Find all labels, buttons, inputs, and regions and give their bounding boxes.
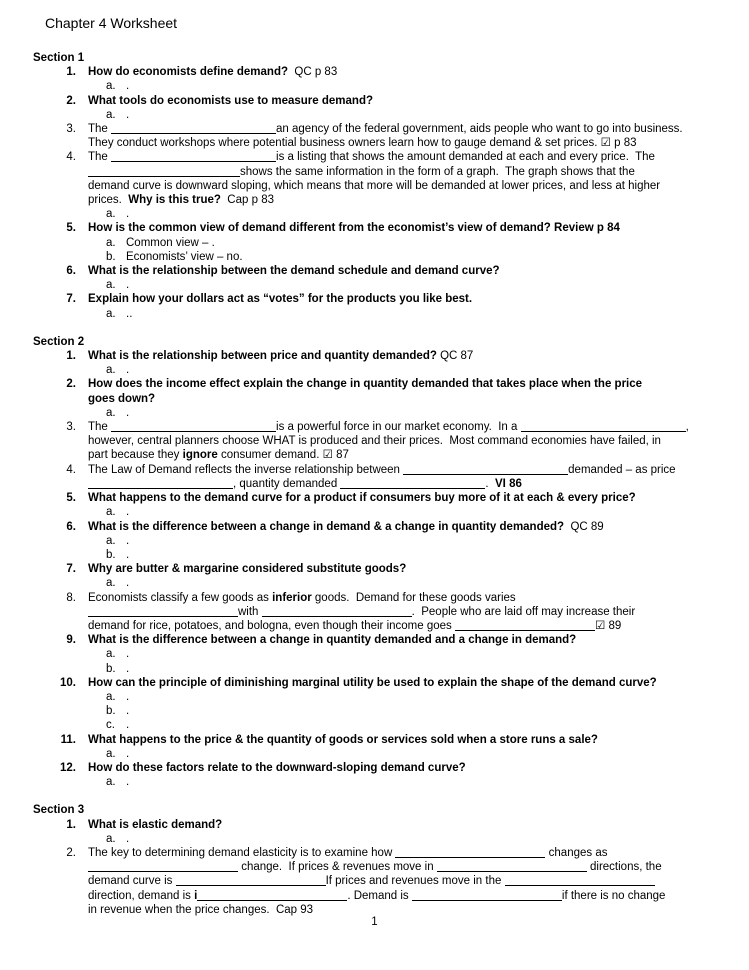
section bbox=[0, 803, 749, 917]
text-segment: an agency of the federal government, aids people who want to go into business. bbox=[276, 123, 683, 136]
subitem bbox=[0, 236, 749, 250]
subitem bbox=[0, 832, 749, 846]
text-segment: with bbox=[238, 605, 262, 618]
text-segment: What tools do economists use to measure demand? bbox=[88, 94, 373, 107]
subitem-text: . bbox=[126, 832, 130, 845]
text-segment: QC 87 bbox=[436, 350, 474, 363]
subitem bbox=[0, 307, 749, 321]
subitem-text: . bbox=[126, 577, 130, 590]
section-heading: Section 1 bbox=[33, 52, 85, 64]
question-item bbox=[0, 292, 749, 306]
subitem-text: . bbox=[126, 80, 130, 93]
subitem-text: . bbox=[126, 705, 130, 718]
question-number: 10. bbox=[60, 676, 76, 689]
question-number: 12. bbox=[60, 761, 76, 774]
blank-line bbox=[176, 875, 326, 886]
text-segment: is a powerful force in our market economy. In a bbox=[276, 421, 521, 434]
subitem bbox=[0, 207, 749, 221]
section bbox=[0, 335, 749, 790]
subitem-label: b. bbox=[106, 548, 116, 561]
text-segment: What happens to the price & the quantity of goods or services sold when a store runs a sale? bbox=[88, 733, 598, 746]
text-segment: Economists classify a few goods as bbox=[88, 591, 273, 604]
text-segment: They conduct workshops where potential business owners learn how to gauge demand & set prices. ☑ p 83 bbox=[88, 137, 637, 150]
subitem-text: . bbox=[126, 548, 130, 561]
question-text bbox=[88, 150, 705, 207]
subitem-text: . bbox=[126, 776, 130, 789]
question-text bbox=[88, 463, 705, 491]
text-segment: How do these factors relate to the downward-sloping demand curve? bbox=[88, 761, 466, 774]
question-item bbox=[0, 676, 749, 690]
section-heading: Section 3 bbox=[33, 804, 85, 817]
question-number: 5. bbox=[66, 492, 76, 505]
text-segment: What is elastic demand? bbox=[88, 818, 223, 831]
subitem-text: . bbox=[126, 690, 130, 703]
text-segment: if there is no change bbox=[561, 889, 666, 902]
question-number: 1. bbox=[66, 350, 76, 363]
question-item bbox=[0, 122, 749, 150]
question-text bbox=[88, 292, 705, 306]
page-number: 1 bbox=[371, 916, 378, 928]
text-segment: Cap p 83 bbox=[220, 194, 274, 207]
subitem-label: a. bbox=[106, 747, 116, 760]
text-segment: How can the principle of diminishing marginal utility be used to explain the shape of the demand curve? bbox=[88, 676, 657, 689]
text-segment: ☑ 89 bbox=[594, 619, 622, 632]
subitem-text: .. bbox=[126, 307, 133, 320]
text-segment: The bbox=[88, 123, 112, 136]
subitem-text: . bbox=[126, 662, 130, 675]
question-number: 2. bbox=[66, 378, 76, 391]
subitem-label: a. bbox=[106, 364, 116, 377]
text-segment: goes down? bbox=[88, 392, 156, 405]
question-item bbox=[0, 733, 749, 747]
question-number: 11. bbox=[60, 733, 76, 746]
question-number: 8. bbox=[66, 591, 76, 604]
subitem-label: b. bbox=[106, 662, 116, 675]
question-number: 2. bbox=[66, 846, 76, 859]
text-segment: directions, the bbox=[586, 861, 662, 874]
question-text bbox=[88, 846, 705, 917]
subitem-text: . bbox=[126, 534, 130, 547]
question-text bbox=[88, 733, 705, 747]
question-item bbox=[0, 846, 749, 917]
text-segment: ignore bbox=[182, 449, 218, 462]
text-segment: i bbox=[194, 889, 198, 902]
question-number: 3. bbox=[66, 421, 76, 434]
text-segment: The bbox=[88, 421, 112, 434]
text-segment: QC p 83 bbox=[288, 66, 338, 79]
question-text bbox=[88, 562, 705, 576]
question-number: 6. bbox=[66, 265, 76, 278]
question-text bbox=[88, 633, 705, 647]
subitem bbox=[0, 534, 749, 548]
subitem-label: a. bbox=[106, 648, 116, 661]
blank-line bbox=[455, 620, 595, 631]
text-segment: demanded – as price bbox=[568, 463, 676, 476]
subitem bbox=[0, 363, 749, 377]
question-text bbox=[88, 122, 705, 150]
blank-line bbox=[521, 421, 686, 432]
text-segment: What happens to the demand curve for a product if consumers buy more of it at each & every price? bbox=[88, 492, 636, 505]
question-text bbox=[88, 264, 705, 278]
subitem-label: b. bbox=[106, 250, 116, 263]
question-text bbox=[88, 491, 705, 505]
text-segment: change. If prices & revenues move in bbox=[238, 861, 437, 874]
question-text bbox=[88, 761, 705, 775]
question-number: 4. bbox=[66, 151, 76, 164]
question-number: 3. bbox=[66, 123, 76, 136]
text-segment: The Law of Demand reflects the inverse relationship between bbox=[88, 463, 404, 476]
subitem-label: a. bbox=[106, 776, 116, 789]
question-number: 7. bbox=[66, 293, 76, 306]
text-segment: consumer demand. ☑ 87 bbox=[217, 449, 349, 462]
text-segment: . bbox=[485, 477, 496, 490]
blank-line bbox=[437, 861, 587, 872]
blank-line bbox=[111, 421, 276, 432]
text-segment: How is the common view of demand different from the economist’s view of demand? Review p 84 bbox=[88, 222, 620, 235]
text-segment: part because they bbox=[88, 449, 183, 462]
blank-line bbox=[262, 606, 412, 617]
subitem-text: . bbox=[126, 364, 130, 377]
question-text bbox=[88, 520, 705, 534]
question-number: 4. bbox=[66, 463, 76, 476]
subitem-label: a. bbox=[106, 690, 116, 703]
section bbox=[0, 51, 749, 321]
question-text bbox=[88, 65, 705, 79]
subitem bbox=[0, 662, 749, 676]
text-segment: What is the relationship between the demand schedule and demand curve? bbox=[88, 265, 500, 278]
text-segment: changes as bbox=[545, 846, 608, 859]
section-heading: Section 2 bbox=[33, 335, 85, 348]
subitem-label: a. bbox=[106, 80, 116, 93]
question-number: 2. bbox=[66, 94, 76, 107]
text-segment: VI 86 bbox=[495, 477, 522, 490]
subitem bbox=[0, 647, 749, 661]
text-segment: goods. Demand for these goods varies bbox=[311, 591, 516, 604]
blank-line bbox=[340, 478, 485, 489]
text-segment: , quantity demanded bbox=[233, 477, 341, 490]
blank-line bbox=[395, 847, 545, 858]
subitem-text: Economists’ view – no. bbox=[126, 250, 243, 263]
subitem-text: . bbox=[126, 208, 130, 221]
question-number: 1. bbox=[66, 818, 76, 831]
blank-line bbox=[88, 478, 233, 489]
subitem bbox=[0, 406, 749, 420]
text-segment: however, central planners choose WHAT is produced and their prices. Most command economies have failed, in bbox=[88, 435, 661, 448]
question-item bbox=[0, 420, 749, 463]
question-item bbox=[0, 491, 749, 505]
question-item bbox=[0, 377, 749, 405]
blank-line bbox=[111, 151, 276, 162]
text-segment: QC 89 bbox=[564, 520, 604, 533]
blank-line bbox=[412, 890, 562, 901]
text-segment: How does the income effect explain the change in quantity demanded that takes place when the price bbox=[88, 378, 643, 391]
question-text bbox=[88, 818, 705, 832]
subitem-text: . bbox=[126, 719, 130, 732]
subitem bbox=[0, 278, 749, 292]
subitem-text: Common view – . bbox=[126, 236, 215, 249]
question-number: 5. bbox=[66, 222, 76, 235]
question-text bbox=[88, 94, 705, 108]
subitem-label: a. bbox=[106, 236, 116, 249]
subitem-label: b. bbox=[106, 705, 116, 718]
text-segment: Why are butter & margarine considered substitute goods? bbox=[88, 563, 407, 576]
text-segment: demand curve is bbox=[88, 875, 176, 888]
blank-line bbox=[403, 464, 568, 475]
question-item bbox=[0, 520, 749, 534]
subitem bbox=[0, 747, 749, 761]
blank-line bbox=[111, 123, 276, 134]
text-segment: , bbox=[685, 421, 689, 434]
blank-line bbox=[88, 166, 240, 177]
text-segment: . Demand is bbox=[347, 889, 412, 902]
text-segment: Explain how your dollars act as “votes” for the products you like best. bbox=[88, 293, 473, 306]
text-segment: in revenue when the price changes. Cap 93 bbox=[88, 903, 314, 916]
question-text bbox=[88, 676, 705, 690]
page-title: Chapter 4 Worksheet bbox=[45, 15, 178, 31]
question-text bbox=[88, 221, 705, 235]
text-segment: If prices and revenues move in the bbox=[325, 875, 505, 888]
question-item bbox=[0, 562, 749, 576]
text-segment: The bbox=[88, 151, 112, 164]
subitem-label: a. bbox=[106, 832, 116, 845]
blank-line bbox=[88, 861, 238, 872]
text-segment: prices. bbox=[88, 194, 129, 207]
subitem bbox=[0, 775, 749, 789]
text-segment: How do economists define demand? bbox=[88, 66, 288, 79]
subitem bbox=[0, 704, 749, 718]
subitem bbox=[0, 576, 749, 590]
subitem bbox=[0, 505, 749, 519]
question-item bbox=[0, 633, 749, 647]
subitem bbox=[0, 79, 749, 93]
subitem-label: c. bbox=[106, 719, 115, 732]
subitem-text: . bbox=[126, 747, 130, 760]
subitem-label: a. bbox=[106, 279, 116, 292]
question-text bbox=[88, 591, 705, 634]
subitem-text: . bbox=[126, 648, 130, 661]
question-item bbox=[0, 264, 749, 278]
question-number: 7. bbox=[66, 563, 76, 576]
subitem bbox=[0, 718, 749, 732]
subitem-label: a. bbox=[106, 406, 116, 419]
text-segment: direction, demand is bbox=[88, 889, 195, 902]
subitem-label: a. bbox=[106, 534, 116, 547]
sections bbox=[0, 51, 749, 917]
text-segment: Why is this true? bbox=[128, 194, 221, 207]
text-segment: is a listing that shows the amount demanded at each and every price. The bbox=[276, 151, 655, 164]
text-segment: shows the same information in the form of a graph. The graph shows that the bbox=[240, 165, 635, 178]
subitem-label: a. bbox=[106, 577, 116, 590]
question-text bbox=[88, 349, 705, 363]
subitem bbox=[0, 250, 749, 264]
blank-line bbox=[197, 890, 347, 901]
subitem-text: . bbox=[126, 108, 130, 121]
text-segment: . People who are laid off may increase their bbox=[411, 605, 636, 618]
subitem bbox=[0, 108, 749, 122]
question-text bbox=[88, 377, 705, 405]
subitem-label: a. bbox=[106, 108, 116, 121]
question-item bbox=[0, 221, 749, 235]
text-segment: What is the difference between a change in demand & a change in quantity demanded? bbox=[88, 520, 565, 533]
text-segment: demand for rice, potatoes, and bologna, even though their income goes bbox=[88, 619, 455, 632]
subitem bbox=[0, 690, 749, 704]
subitem-label: a. bbox=[106, 208, 116, 221]
subitem-text: . bbox=[126, 279, 130, 292]
text-segment: What is the relationship between price and quantity demanded? bbox=[88, 350, 437, 363]
subitem-text: . bbox=[126, 506, 130, 519]
text-segment: What is the difference between a change in quantity demanded and a change in demand? bbox=[88, 634, 577, 647]
question-item bbox=[0, 349, 749, 363]
question-text bbox=[88, 420, 705, 463]
question-number: 9. bbox=[66, 634, 76, 647]
question-item bbox=[0, 818, 749, 832]
subitem-label: a. bbox=[106, 307, 116, 320]
question-item bbox=[0, 463, 749, 491]
text-segment: The key to determining demand elasticity is to examine how bbox=[88, 846, 396, 859]
subitem-label: a. bbox=[106, 506, 116, 519]
question-item bbox=[0, 761, 749, 775]
subitem bbox=[0, 548, 749, 562]
blank-line bbox=[88, 606, 238, 617]
question-number: 1. bbox=[66, 66, 76, 79]
blank-line bbox=[505, 875, 655, 886]
question-item bbox=[0, 94, 749, 108]
question-item bbox=[0, 591, 749, 634]
subitem-text: . bbox=[126, 406, 130, 419]
text-segment: demand curve is downward sloping, which means that more will be demanded at lower prices, and less at higher bbox=[88, 179, 661, 192]
text-segment: inferior bbox=[272, 591, 312, 604]
question-item bbox=[0, 150, 749, 207]
question-number: 6. bbox=[66, 520, 76, 533]
question-item bbox=[0, 65, 749, 79]
